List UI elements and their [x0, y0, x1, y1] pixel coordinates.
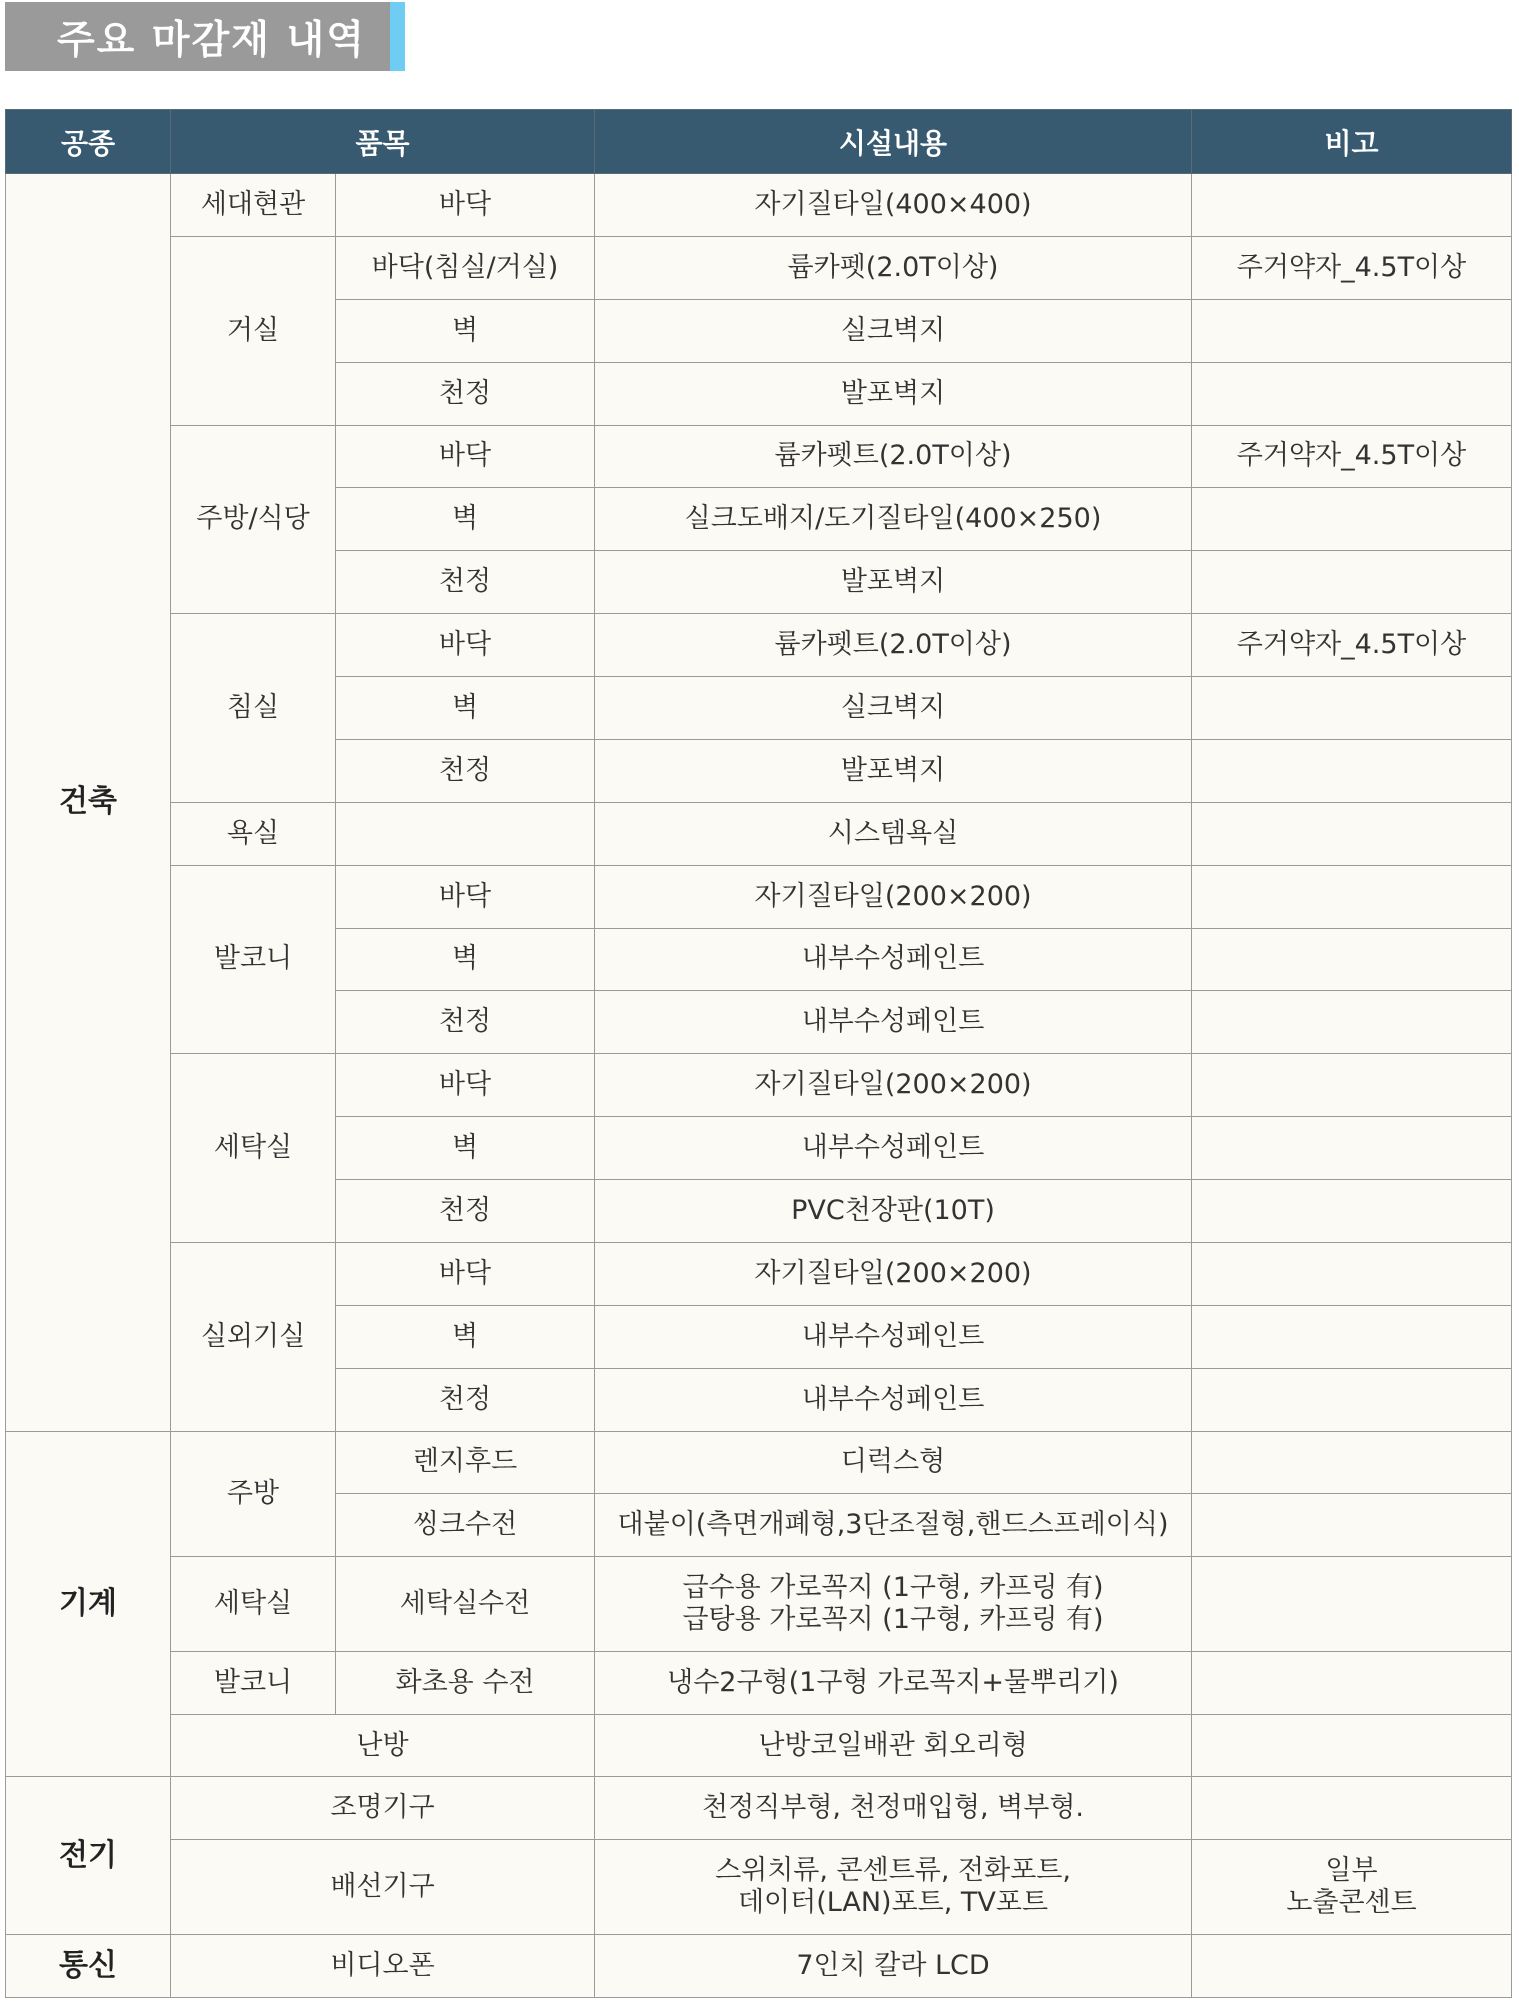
- item-label: 비디오폰: [171, 1934, 595, 1997]
- content-cell: [595, 1557, 1192, 1651]
- content-cell: 실크벽지: [595, 677, 1192, 740]
- table-row: [6, 1714, 1512, 1777]
- note-cell: [1192, 1934, 1512, 1997]
- note-cell: [1192, 1557, 1512, 1651]
- content-cell: 시스템욕실: [595, 802, 1192, 865]
- note-cell: [1192, 739, 1512, 802]
- part-label: 바닥: [336, 865, 595, 928]
- note-cell: [1192, 1368, 1512, 1431]
- note-cell: [1192, 1242, 1512, 1305]
- note-cell: [1192, 551, 1512, 614]
- content-cell: 내부수성페인트: [595, 1368, 1192, 1431]
- section-title-bar: [5, 2, 405, 71]
- note-cell: [1192, 928, 1512, 991]
- note-cell: [1192, 488, 1512, 551]
- part-label: 천정: [336, 739, 595, 802]
- content-cell: 륨카펫트(2.0T이상): [595, 425, 1192, 488]
- content-cell: 디럭스형: [595, 1431, 1192, 1494]
- category-communication: 통신: [6, 1934, 171, 1997]
- content-cell: 륨카펫트(2.0T이상): [595, 614, 1192, 677]
- table-row: [6, 865, 1512, 928]
- note-cell: [1192, 1180, 1512, 1243]
- note-cell: [1192, 677, 1512, 740]
- table-row: [6, 1431, 1512, 1494]
- note-cell: 주거약자_4.5T이상: [1192, 614, 1512, 677]
- content-cell: PVC천장판(10T): [595, 1180, 1192, 1243]
- room-label: 발코니: [171, 1651, 336, 1714]
- note-cell: 주거약자_4.5T이상: [1192, 425, 1512, 488]
- content-cell: 발포벽지: [595, 551, 1192, 614]
- content-line: 데이터(LAN)포트, TV포트: [737, 1887, 1049, 1919]
- header-trade: 공종: [6, 110, 171, 174]
- note-cell: [1192, 1305, 1512, 1368]
- content-line: 스위치류, 콘센트류, 전화포트,: [715, 1855, 1071, 1887]
- room-label: 세대현관: [171, 174, 336, 237]
- table-row: [6, 236, 1512, 299]
- content-cell: 난방코일배관 회오리형: [595, 1714, 1192, 1777]
- part-label: 천정: [336, 551, 595, 614]
- part-label: 천정: [336, 991, 595, 1054]
- part-label: 천정: [336, 1368, 595, 1431]
- category-electrical: 전기: [6, 1777, 171, 1934]
- note-cell: [1192, 1840, 1512, 1934]
- content-cell: 7인치 칼라 LCD: [595, 1934, 1192, 1997]
- content-cell: 냉수2구형(1구형 가로꼭지+물뿌리기): [595, 1651, 1192, 1714]
- part-label: 천정: [336, 362, 595, 425]
- part-label: 바닥(침실/거실): [336, 236, 595, 299]
- table-row: [6, 174, 1512, 237]
- part-label: 벽: [336, 928, 595, 991]
- content-cell: 내부수성페인트: [595, 928, 1192, 991]
- note-cell: [1192, 1714, 1512, 1777]
- table-row: [6, 1242, 1512, 1305]
- note-cell: [1192, 1651, 1512, 1714]
- content-cell: [595, 1840, 1192, 1934]
- content-cell: 자기질타일(400×400): [595, 174, 1192, 237]
- category-mechanical: 기계: [6, 1431, 171, 1777]
- content-cell: 륨카펫(2.0T이상): [595, 236, 1192, 299]
- part-label: 바닥: [336, 1242, 595, 1305]
- part-label: 벽: [336, 488, 595, 551]
- content-cell: 내부수성페인트: [595, 1117, 1192, 1180]
- table-row: [6, 1840, 1512, 1934]
- content-cell: 실크벽지: [595, 299, 1192, 362]
- note-cell: [1192, 865, 1512, 928]
- note-cell: [1192, 299, 1512, 362]
- part-label: 씽크수전: [336, 1494, 595, 1557]
- content-cell: 실크도배지/도기질타일(400×250): [595, 488, 1192, 551]
- room-label: 주방: [171, 1431, 336, 1557]
- room-label: 발코니: [171, 865, 336, 1054]
- note-line: 일부: [1325, 1855, 1378, 1887]
- part-label: 바닥: [336, 1054, 595, 1117]
- header-content: 시설내용: [595, 110, 1192, 174]
- room-label: 침실: [171, 614, 336, 803]
- room-label: 욕실: [171, 802, 336, 865]
- note-cell: [1192, 1777, 1512, 1840]
- note-cell: [1192, 362, 1512, 425]
- table-row: [6, 614, 1512, 677]
- part-label: 바닥: [336, 614, 595, 677]
- part-label: 화초용 수전: [336, 1651, 595, 1714]
- content-line: 급수용 가로꼭지 (1구형, 카프링 有): [682, 1571, 1104, 1603]
- note-cell: [1192, 1117, 1512, 1180]
- room-label: 실외기실: [171, 1242, 336, 1431]
- note-cell: 주거약자_4.5T이상: [1192, 236, 1512, 299]
- category-architecture: 건축: [6, 174, 171, 1432]
- note-cell: [1192, 1431, 1512, 1494]
- title-accent-bar: [390, 2, 405, 71]
- content-cell: 자기질타일(200×200): [595, 1054, 1192, 1117]
- part-label: 벽: [336, 1305, 595, 1368]
- note-cell: [1192, 802, 1512, 865]
- table-row: [6, 1777, 1512, 1840]
- table-row: [6, 1557, 1512, 1651]
- part-label: 렌지후드: [336, 1431, 595, 1494]
- table-row: [6, 802, 1512, 865]
- part-label: 천정: [336, 1180, 595, 1243]
- part-label: [336, 802, 595, 865]
- content-cell: 자기질타일(200×200): [595, 865, 1192, 928]
- note-cell: [1192, 991, 1512, 1054]
- header-note: 비고: [1192, 110, 1512, 174]
- part-label: 벽: [336, 299, 595, 362]
- item-label: 배선기구: [171, 1840, 595, 1934]
- part-label: 바닥: [336, 174, 595, 237]
- part-label: 바닥: [336, 425, 595, 488]
- table-row: [6, 1651, 1512, 1714]
- table-row: [6, 1934, 1512, 1997]
- item-label: 조명기구: [171, 1777, 595, 1840]
- room-label: 세탁실: [171, 1054, 336, 1243]
- room-label: 주방/식당: [171, 425, 336, 614]
- note-cell: [1192, 174, 1512, 237]
- table-header-row: [6, 110, 1512, 174]
- content-cell: 대붙이(측면개폐형,3단조절형,핸드스프레이식): [595, 1494, 1192, 1557]
- content-cell: 천정직부형, 천정매입형, 벽부형.: [595, 1777, 1192, 1840]
- part-label: 세탁실수전: [336, 1557, 595, 1651]
- note-cell: [1192, 1054, 1512, 1117]
- content-cell: 내부수성페인트: [595, 1305, 1192, 1368]
- item-label: 난방: [171, 1714, 595, 1777]
- table-row: [6, 425, 1512, 488]
- content-line: 급탕용 가로꼭지 (1구형, 카프링 有): [682, 1603, 1104, 1635]
- content-cell: 자기질타일(200×200): [595, 1242, 1192, 1305]
- note-line: 노출콘센트: [1286, 1887, 1417, 1919]
- content-cell: 내부수성페인트: [595, 991, 1192, 1054]
- section-title: 주요 마감재 내역: [5, 2, 390, 71]
- note-cell: [1192, 1494, 1512, 1557]
- part-label: 벽: [336, 677, 595, 740]
- content-cell: 발포벽지: [595, 739, 1192, 802]
- header-item: 품목: [171, 110, 595, 174]
- part-label: 벽: [336, 1117, 595, 1180]
- room-label: 세탁실: [171, 1557, 336, 1651]
- table-row: [6, 1054, 1512, 1117]
- room-label: 거실: [171, 236, 336, 425]
- content-cell: 발포벽지: [595, 362, 1192, 425]
- finish-materials-table: [5, 109, 1512, 1998]
